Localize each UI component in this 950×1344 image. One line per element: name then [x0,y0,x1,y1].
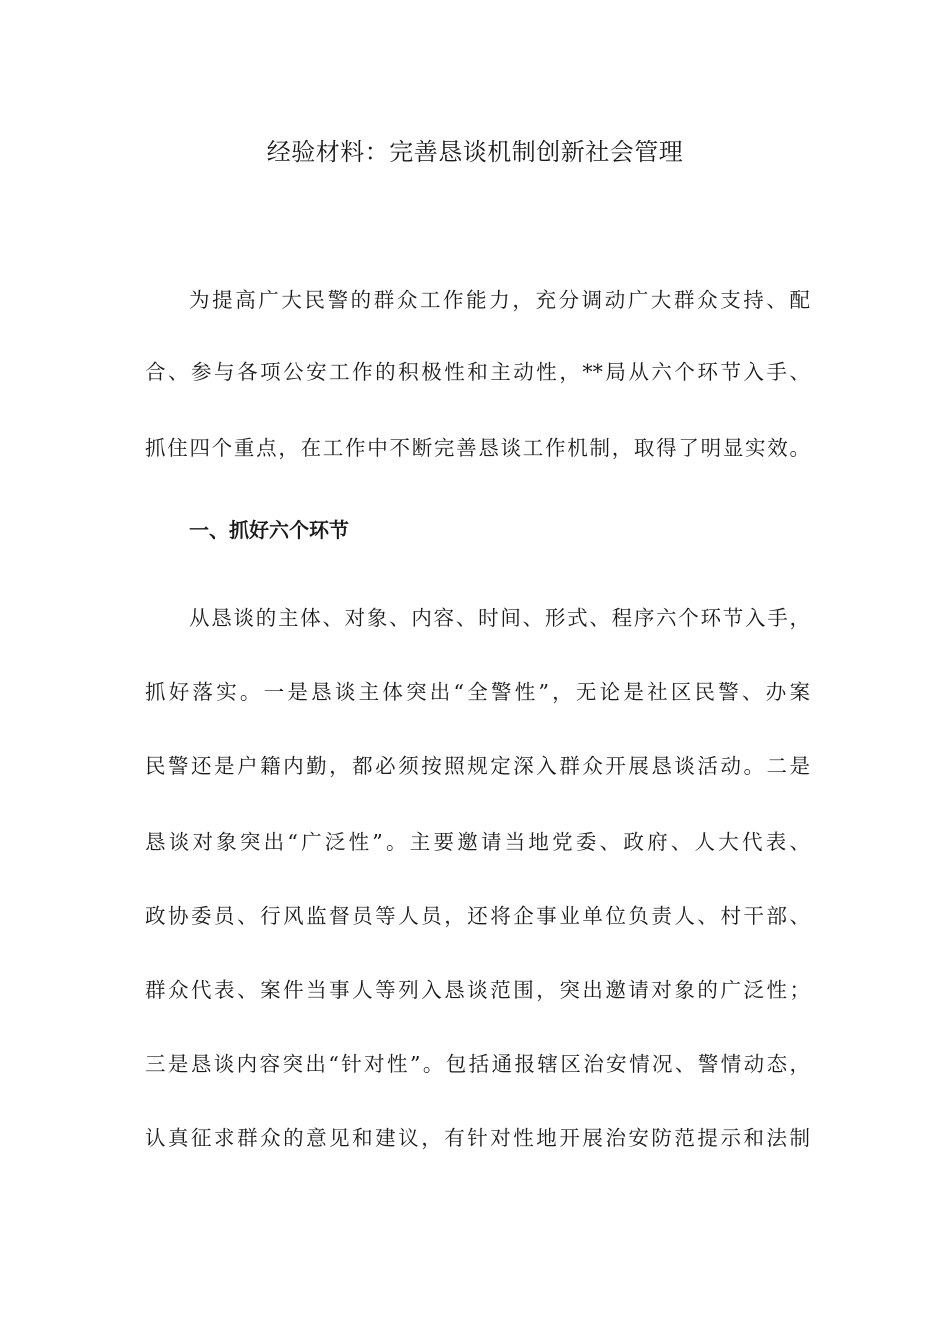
section-heading: 一、抓好六个环节 [189,518,349,542]
paragraph-line: 民警还是户籍内勤，都必须按照规定深入群众开展恳谈活动。二是 [145,754,810,778]
paragraph-line: 恳谈对象突出“广泛性”。主要邀请当地党委、政府、人大代表、 [145,830,810,854]
paragraph-line: 为提高广大民警的群众工作能力，充分调动广大群众支持、配 [189,288,810,312]
paragraph-line: 抓好落实。一是恳谈主体突出“全警性”，无论是社区民警、办案 [145,680,810,704]
paragraph-line: 认真征求群众的意见和建议，有针对性地开展治安防范提示和法制 [145,1126,810,1150]
paragraph-line: 抓住四个重点，在工作中不断完善恳谈工作机制，取得了明显实效。 [145,436,810,460]
document-title: 经验材料：完善恳谈机制创新社会管理 [266,138,684,166]
paragraph-line: 从恳谈的主体、对象、内容、时间、形式、程序六个环节入手， [189,606,810,630]
paragraph-line: 群众代表、案件当事人等列入恳谈范围，突出邀请对象的广泛性； [145,978,810,1002]
paragraph-line: 合、参与各项公安工作的积极性和主动性，**局从六个环节入手、 [145,360,810,384]
paragraph-line: 政协委员、行风监督员等人员，还将企事业单位负责人、村干部、 [145,904,810,928]
paragraph-line: 三是恳谈内容突出“针对性”。包括通报辖区治安情况、警情动态， [145,1052,810,1076]
